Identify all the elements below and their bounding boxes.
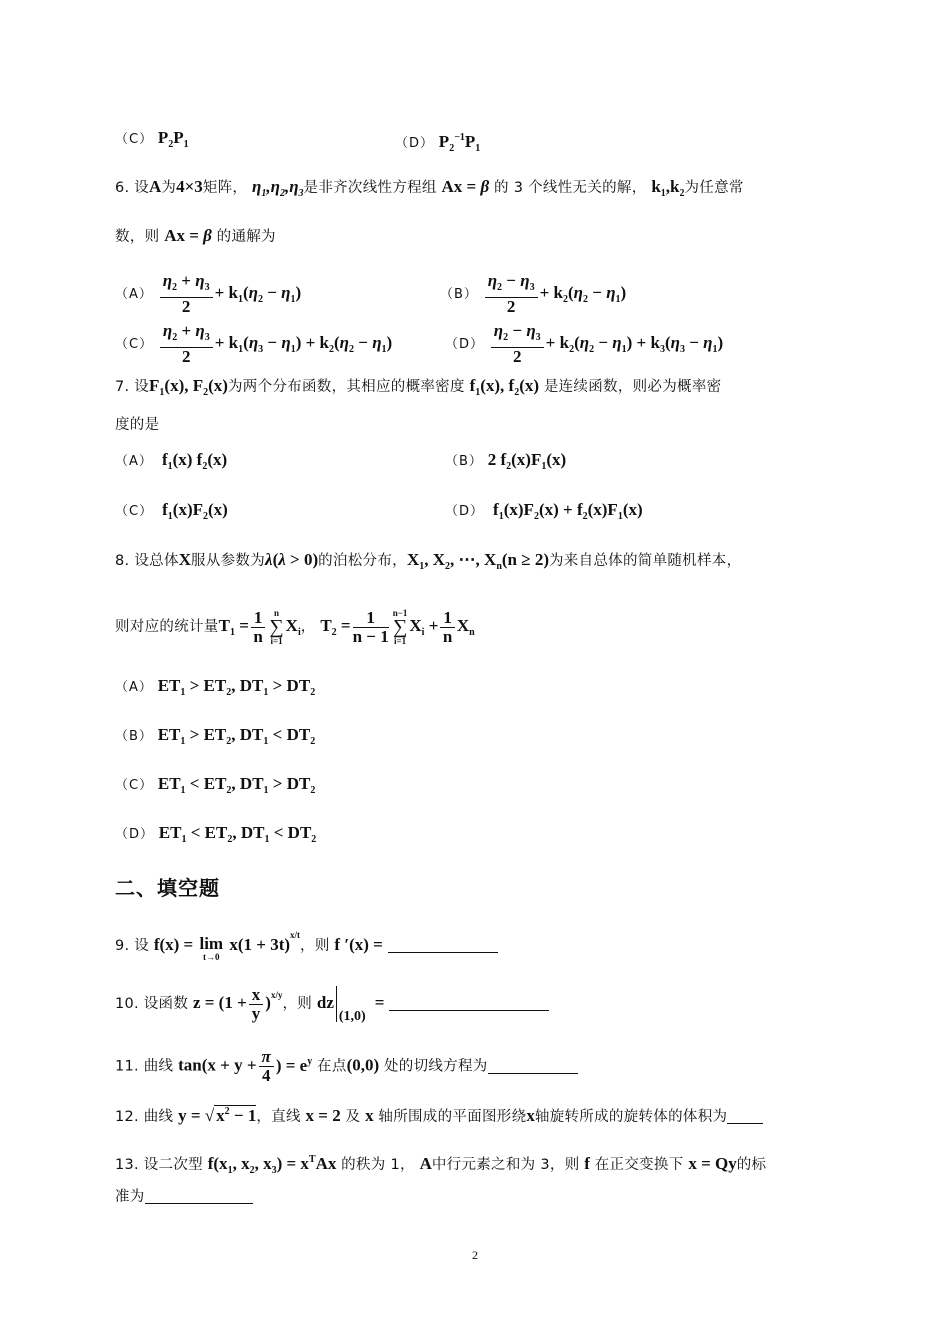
q8-stem-line1 xyxy=(115,550,741,577)
option-label: （C） xyxy=(115,504,154,519)
math-expr: f ′(x) = xyxy=(334,935,383,954)
answer-blank[interactable] xyxy=(388,936,498,953)
math-expr: x = 2 xyxy=(305,1106,341,1125)
q7-option-a xyxy=(115,450,227,477)
q5-option-c xyxy=(115,128,189,155)
math-expr: x xyxy=(365,1106,374,1125)
question-text: 处的切线方程为 xyxy=(383,1058,488,1075)
math-fraction: $\frac{\eta_2 + \eta_3}{2}$ xyxy=(160,322,213,366)
math-fraction: $\frac{1}{n}$ xyxy=(251,609,266,646)
question-text: 数，则 xyxy=(115,229,160,245)
option-label: （D） xyxy=(445,504,485,519)
option-label: （D） xyxy=(445,337,485,352)
option-label: （A） xyxy=(115,680,153,695)
option-label: （C） xyxy=(115,778,154,793)
question-text: 度的是 xyxy=(115,417,160,433)
q6-option-a: （A） $\frac{\eta_2 + \eta_3}{2}$ + $k_1(\eta_2 - \eta_1)$ xyxy=(115,271,302,316)
math-expr: $X_1$, $X_2$, ⋯, $X_n(n \ge 2)$ xyxy=(406,550,549,572)
q13-line2 xyxy=(115,1186,253,1207)
math-expr: $ET_1 > ET_2$, $DT_1 > DT_2$ xyxy=(157,676,316,698)
math-expr: A xyxy=(149,177,162,196)
answer-blank[interactable] xyxy=(145,1187,253,1204)
q6-stem-line2 xyxy=(115,226,276,247)
question-text: 的 3 个线性无关的解， xyxy=(493,180,647,196)
answer-blank[interactable] xyxy=(727,1107,763,1124)
question-number: 12. xyxy=(115,1109,139,1125)
q8-option-d xyxy=(115,823,316,850)
question-text: 矩阵， xyxy=(202,180,248,196)
math-expr: $f_1(x)$ $f_2(x)$ xyxy=(157,450,228,472)
option-label: （D） xyxy=(115,827,155,842)
math-expr: $ET_1 > ET_2$, $DT_1 < DT_2$ xyxy=(157,725,316,747)
question-number: 6. xyxy=(115,180,130,196)
q9-line xyxy=(115,925,498,962)
question-text: 在正交变换下 xyxy=(594,1157,684,1173)
question-text: ，直线 xyxy=(256,1109,301,1125)
answer-blank[interactable] xyxy=(389,994,549,1011)
question-text: 曲线 xyxy=(143,1058,174,1075)
q8-option-a xyxy=(115,676,315,703)
math-expr: x = Qy xyxy=(688,1154,737,1173)
option-label: （A） xyxy=(115,287,153,302)
q7-stem-line2 xyxy=(115,414,159,435)
question-text: 设二次型 xyxy=(143,1157,203,1173)
math-expr: y = √ $x^2 - 1$ xyxy=(178,1106,257,1125)
sum-symbol: n ∑ i=1 xyxy=(269,608,284,646)
math-expr: $F_1(x)$, $F_2(x)$ xyxy=(149,376,228,398)
math-expr: Ax = β xyxy=(164,226,212,245)
math-fraction: $\frac{\eta_2 - \eta_3}{2}$ xyxy=(491,322,544,366)
math-expr: $f_1(x)F_2(x)$ xyxy=(157,500,228,522)
math-expr: (0,0) xyxy=(346,1055,380,1075)
question-text: ，则 xyxy=(300,938,330,954)
math-expr: $\eta_1,\eta_2,\eta_3$ xyxy=(252,177,304,199)
question-number: 10. xyxy=(115,996,139,1012)
math-expr: $f(x_1$, $x_2$, $x_3) = x^TAx$ xyxy=(207,1154,337,1176)
question-text: 为任意常 xyxy=(684,180,744,196)
math-expr: $T_2$ = xyxy=(320,616,351,638)
section-title: 二、填空题 xyxy=(115,876,220,900)
question-text: 及 xyxy=(345,1109,361,1125)
math-expr: $k_1,k_2$ xyxy=(651,177,685,199)
math-expr: f(x) = lim t→0 $x(1 + 3t)^{x/t}$ xyxy=(153,930,301,962)
math-fraction: $\frac{\pi}{4}$ xyxy=(259,1048,274,1085)
q8-option-c xyxy=(115,774,315,801)
question-text: 是连续函数，则必为概率密 xyxy=(543,379,722,395)
question-text: ，则 xyxy=(282,996,313,1012)
math-expr: $f_1(x)$, $f_2(x)$ xyxy=(469,376,540,398)
q6-option-d: （D） $\frac{\eta_2 - \eta_3}{2}$ + $k_2(\eta_2 - \eta_1) + k_3(\eta_3 - \eta_1)$ xyxy=(445,321,724,366)
option-label: （D） xyxy=(395,136,435,151)
math-expr: (1,0) xyxy=(338,1009,366,1024)
q13-line1 xyxy=(115,1150,766,1181)
question-text: 的通解为 xyxy=(216,229,276,245)
question-text: 轴旋转所成的旋转体的体积为 xyxy=(534,1109,728,1125)
question-number: 9. xyxy=(115,938,130,954)
question-text: 8. 设总体 xyxy=(115,553,179,569)
q7-stem-line1 xyxy=(115,376,721,403)
math-expr: $ET_1 < ET_2$, $DT_1 > DT_2$ xyxy=(157,774,316,796)
option-label: （A） xyxy=(115,454,153,469)
evaluation-bar xyxy=(336,986,337,1022)
q8-option-b xyxy=(115,725,315,752)
math-fraction: $\frac{\eta_2 + \eta_3}{2}$ xyxy=(160,272,213,316)
option-label: （C） xyxy=(115,337,154,352)
question-text: 则对应的统计量 xyxy=(115,619,219,635)
math-expr: tan(x + y + xyxy=(178,1055,257,1075)
page-number: 2 xyxy=(472,1248,478,1262)
q6-option-b: （B） $\frac{\eta_2 - \eta_3}{2}$ + $k_2(\eta_2 - \eta_1)$ xyxy=(440,271,627,316)
question-text: 是非齐次线性方程组 xyxy=(303,180,437,196)
question-text: 设 xyxy=(134,180,150,196)
q6-option-c: （C） $\frac{\eta_2 + \eta_3}{2}$ + $k_1(\eta_3 - \eta_1) + k_2(\eta_2 - \eta_1)$ xyxy=(115,321,393,366)
math-fraction: $\frac{\eta_2 - \eta_3}{2}$ xyxy=(485,272,538,316)
question-text: 设 xyxy=(134,379,150,395)
q7-option-c xyxy=(115,500,228,527)
math-expr: (λ > 0) xyxy=(272,550,319,569)
option-label: （C） xyxy=(115,132,154,147)
math-expr: 4×3 xyxy=(176,177,203,196)
question-text: 在点 xyxy=(317,1058,347,1075)
math-expr: = xyxy=(370,993,385,1012)
math-expr: $ET_1 < ET_2$, $DT_1 < DT_2$ xyxy=(158,823,317,845)
math-expr: $f_1(x)F_2(x) + f_2(x)F_1(x)$ xyxy=(488,500,643,522)
math-expr: λ xyxy=(265,550,273,569)
q6-stem-line1 xyxy=(115,177,744,204)
option-label: （B） xyxy=(440,287,478,302)
q7-option-b xyxy=(445,450,566,477)
math-expr: f xyxy=(584,1154,590,1173)
question-number: 7. xyxy=(115,379,130,395)
q10-line: 10. 设函数 z = (1 + $\frac{x}{y}$ )$^{x/y}$，则 dz(1,0) = xyxy=(115,985,549,1027)
question-text: 设函数 xyxy=(143,996,189,1012)
question-number: 13. xyxy=(115,1157,139,1173)
math-expr: z = (1 + xyxy=(192,993,247,1012)
q8-stem-line2: 则对应的统计量$T_1$ = $\frac{1}{n}$ n ∑ i=1 $X_i$， $T_2$ = $\frac{1}{n - 1}$ n−1 ∑ i=1 $X_i$ + $\frac{1}{n}$ $X_n$ xyxy=(115,607,475,646)
question-text: ， xyxy=(300,619,316,635)
math-expr: $P_2^{-1}P_1$ xyxy=(438,132,481,154)
sum-symbol: n−1 ∑ i=1 xyxy=(392,608,408,646)
question-text: 轴所围成的平面图形绕 xyxy=(378,1109,527,1125)
question-text: 为两个分布函数，其相应的概率密度 xyxy=(227,379,465,395)
option-label: （B） xyxy=(115,729,153,744)
question-text: 中行元素之和为 3，则 xyxy=(431,1157,580,1173)
question-text: 服从参数为 xyxy=(191,553,266,569)
q11-line: 11. 曲线 tan(x + y + $\frac{\pi}{4}$ ) = $e^y$ 在点(0,0) 处的切线方程为 xyxy=(115,1048,578,1085)
q5-option-d xyxy=(395,128,480,159)
question-text: 曲线 xyxy=(143,1109,174,1125)
math-expr: 2 $f_2(x)F_1(x)$ xyxy=(487,450,567,472)
math-fraction: $\frac{x}{y}$ xyxy=(249,986,264,1023)
answer-blank[interactable] xyxy=(488,1057,578,1074)
math-expr: x xyxy=(526,1106,535,1125)
math-expr: Ax = β xyxy=(441,177,490,196)
math-expr: $P_2P_1$ xyxy=(157,128,189,150)
question-text: 的秩为 1， xyxy=(341,1157,415,1173)
question-text: 设 xyxy=(134,938,150,954)
math-expr: dz xyxy=(316,993,334,1012)
question-text: 为来自总体的简单随机样本， xyxy=(548,553,742,569)
question-text: 准为 xyxy=(115,1189,145,1205)
math-expr: $T_1$ = xyxy=(218,616,249,638)
question-text: 为 xyxy=(161,180,177,196)
option-label: （B） xyxy=(445,454,483,469)
q12-line xyxy=(115,1102,763,1127)
q7-option-d xyxy=(445,500,643,527)
math-expr: A xyxy=(419,1154,432,1173)
question-text: 的标 xyxy=(736,1157,767,1173)
math-fraction: $\frac{1}{n}$ xyxy=(440,609,455,646)
math-expr: X xyxy=(178,550,192,569)
question-number: 11. xyxy=(115,1058,139,1075)
question-text: 的泊松分布， xyxy=(318,553,407,569)
math-fraction: $\frac{1}{n - 1}$ xyxy=(352,607,389,646)
